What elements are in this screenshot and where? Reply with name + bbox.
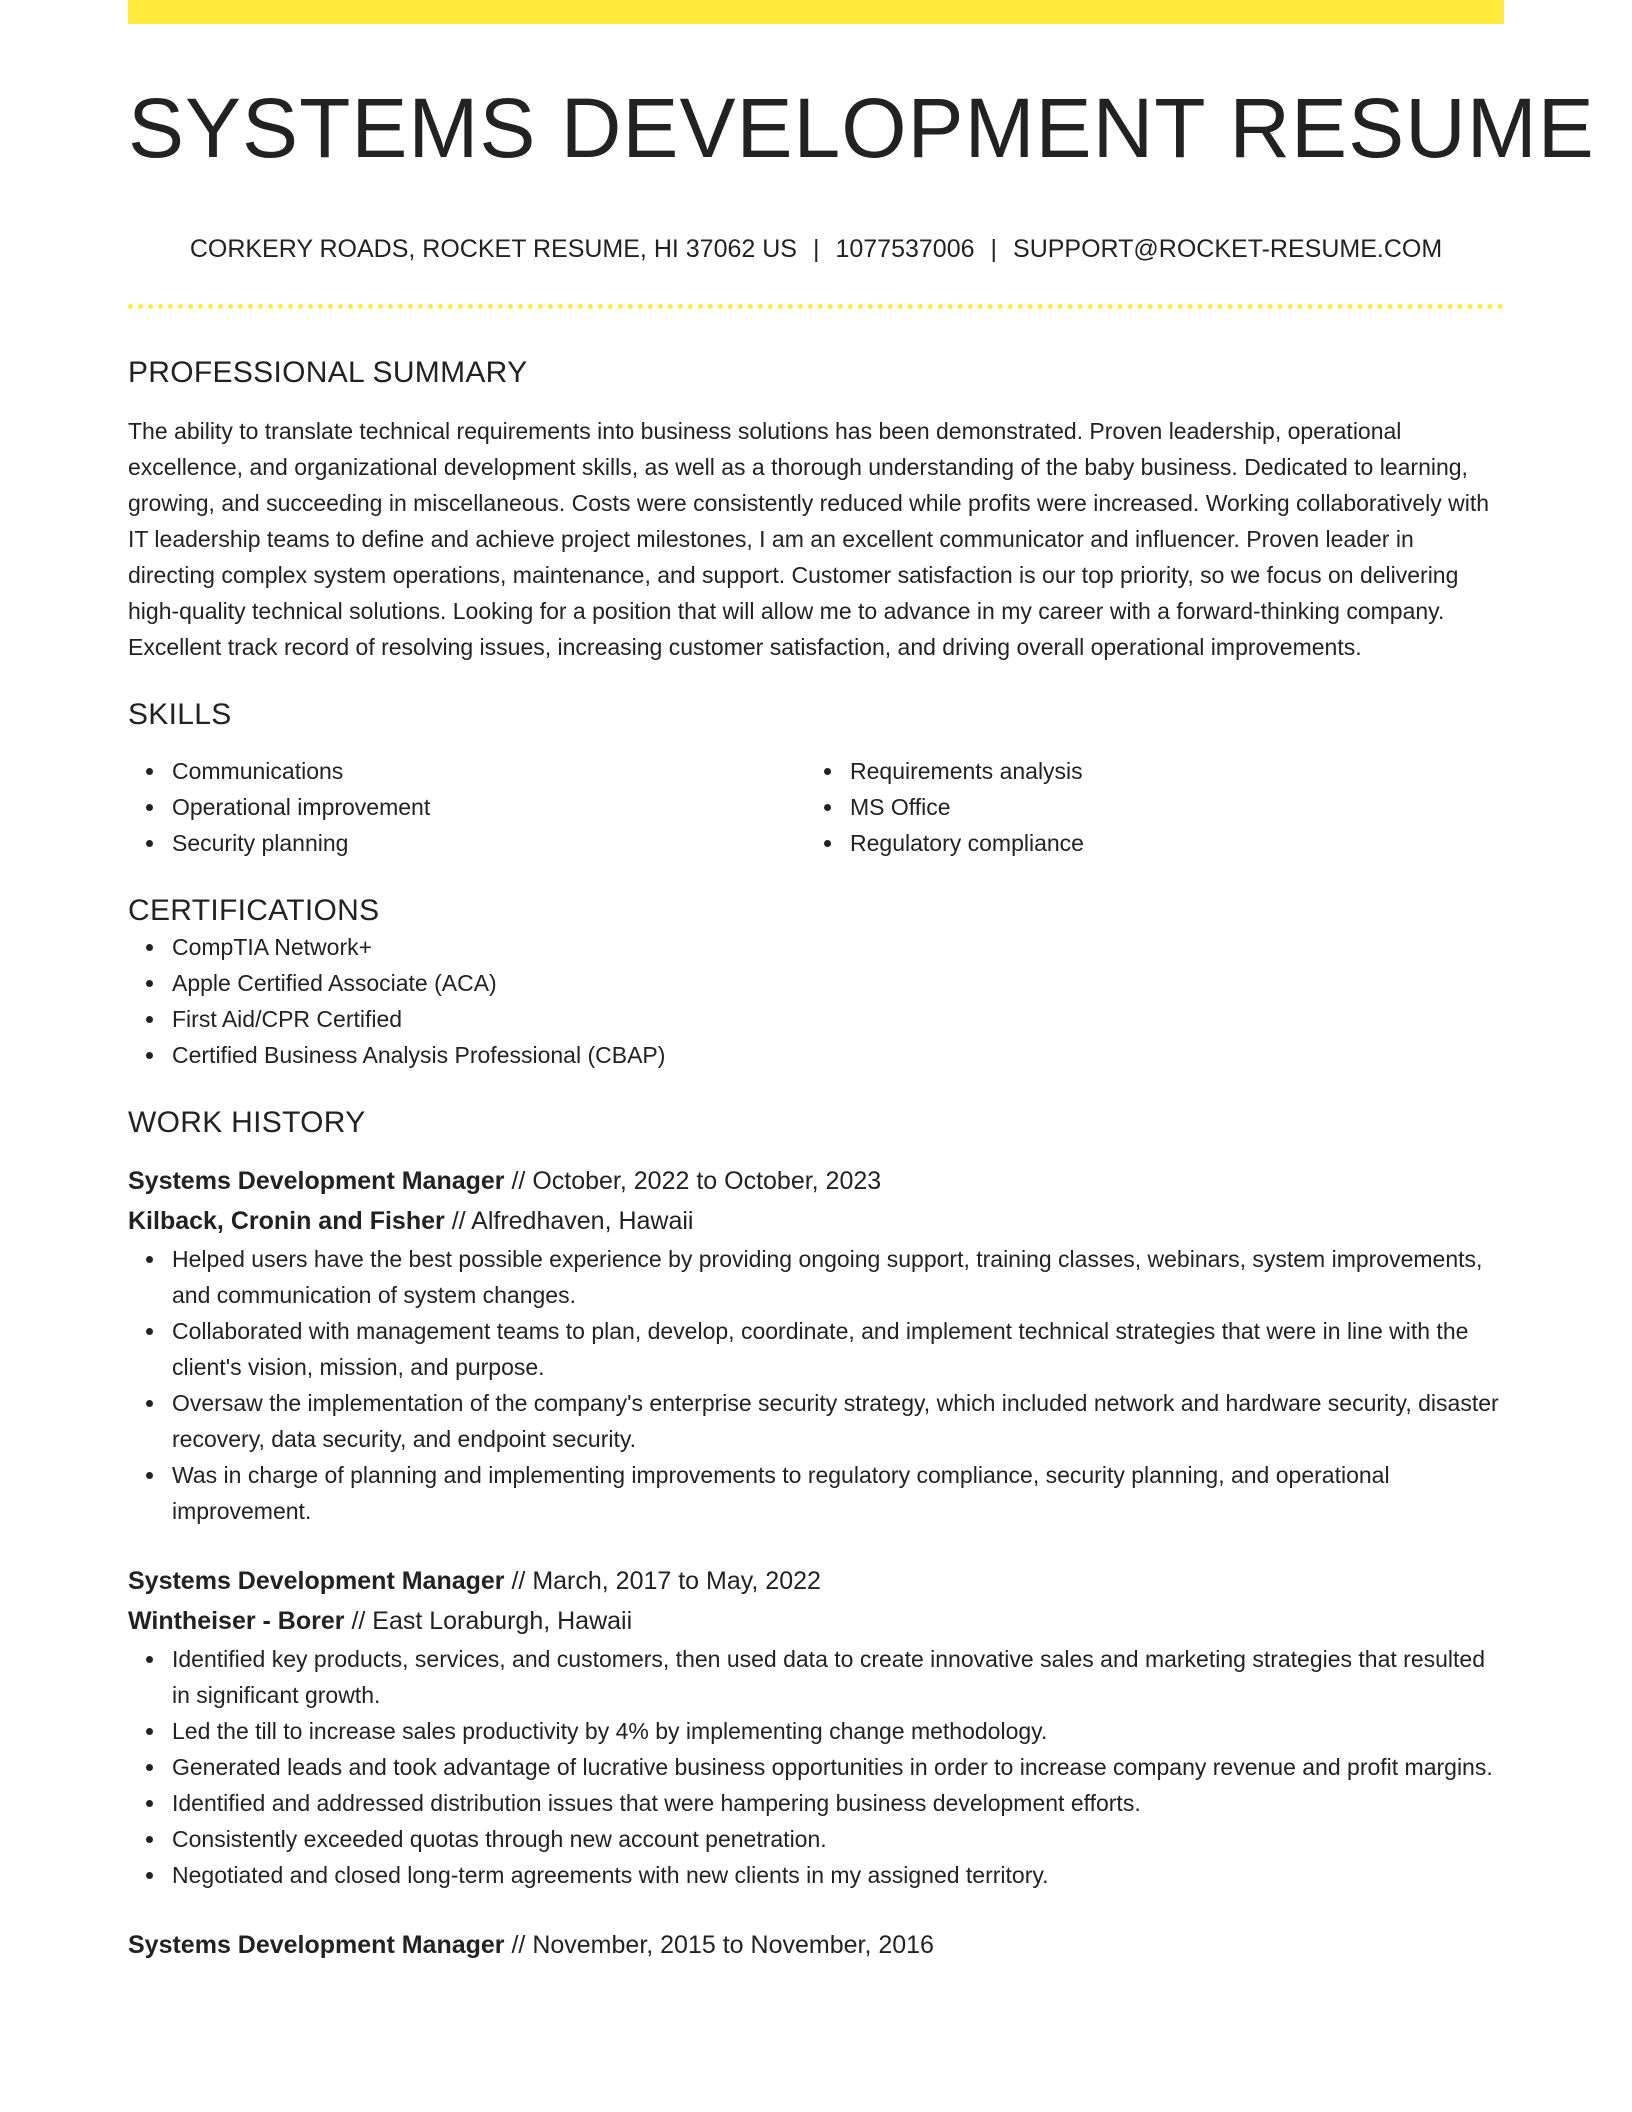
job-title: Systems Development Manager bbox=[128, 1167, 505, 1196]
certification-item: CompTIA Network+ bbox=[172, 929, 1504, 965]
skill-item: Operational improvement bbox=[172, 789, 806, 825]
job-bullet: Helped users have the best possible experience by providing ongoing support, training classes, webinars, system improvements, and communication of system changes. bbox=[172, 1241, 1504, 1313]
skills-heading: SKILLS bbox=[128, 698, 232, 732]
resume-page bbox=[128, 0, 1595, 1965]
job-company: Wintheiser - Borer bbox=[128, 1607, 345, 1636]
skills-column-left bbox=[128, 753, 806, 861]
job-title: Systems Development Manager bbox=[128, 1931, 505, 1960]
work-history-heading: WORK HISTORY bbox=[128, 1106, 366, 1140]
job-dates: // October, 2022 to October, 2023 bbox=[511, 1167, 882, 1196]
certification-item: Certified Business Analysis Professional (CBAP) bbox=[172, 1037, 1504, 1073]
job-company-line bbox=[128, 1601, 1504, 1641]
contact-separator: | bbox=[812, 235, 820, 264]
job-title: Systems Development Manager bbox=[128, 1567, 505, 1596]
skills-list-left bbox=[128, 753, 806, 861]
job-title-line bbox=[128, 1925, 1504, 1965]
summary-text: The ability to translate technical requirements into business solutions has been demonstrated. Proven leadership, operational excellence, and organizational development skills, as well as a thorough understanding of the baby business. Dedicated to learning, growing, and succeeding in miscellaneous. Costs were consistently reduced while profits were increased. Working collaboratively with IT leadership teams to define and achieve project milestones, I am an excellent communicator and influencer. Proven leader in directing complex system operations, maintenance, and support. Customer satisfaction is our top priority, so we focus on delivering high-quality technical solutions. Looking for a position that will allow me to advance in my career with a forward-thinking company. Excellent track record of resolving issues, increasing customer satisfaction, and driving overall operational improvements. bbox=[128, 418, 1490, 661]
certifications-heading: CERTIFICATIONS bbox=[128, 894, 380, 928]
contact-phone[interactable]: 1077537006 bbox=[835, 235, 975, 264]
job-bullets bbox=[128, 1241, 1504, 1529]
job-bullet: Oversaw the implementation of the company's enterprise security strategy, which included network and hardware security, disaster recovery, data security, and endpoint security. bbox=[172, 1385, 1504, 1457]
certification-item: Apple Certified Associate (ACA) bbox=[172, 965, 1504, 1001]
job-title-line bbox=[128, 1161, 1504, 1201]
job-dates: // November, 2015 to November, 2016 bbox=[511, 1931, 934, 1960]
summary-heading: PROFESSIONAL SUMMARY bbox=[128, 356, 528, 390]
job-bullet: Collaborated with management teams to plan, develop, coordinate, and implement technical strategies that were in line with the client's vision, mission, and purpose. bbox=[172, 1313, 1504, 1385]
accent-top-bar bbox=[128, 0, 1504, 24]
job-bullet: Negotiated and closed long-term agreements with new clients in my assigned territory. bbox=[172, 1857, 1504, 1893]
job-bullet: Identified and addressed distribution issues that were hampering business development efforts. bbox=[172, 1785, 1504, 1821]
skills-list-right bbox=[806, 753, 1484, 861]
job-bullets bbox=[128, 1641, 1504, 1893]
skill-item: Requirements analysis bbox=[850, 753, 1484, 789]
job-title-line bbox=[128, 1561, 1504, 1601]
skills-grid bbox=[128, 753, 1504, 861]
contact-line bbox=[128, 234, 1504, 264]
job-dates: // March, 2017 to May, 2022 bbox=[511, 1567, 821, 1596]
skill-item: Security planning bbox=[172, 825, 806, 861]
contact-email[interactable]: SUPPORT@ROCKET-RESUME.COM bbox=[1013, 235, 1443, 264]
job-location: // Alfredhaven, Hawaii bbox=[451, 1207, 694, 1236]
job-bullet: Led the till to increase sales productivity by 4% by implementing change methodology. bbox=[172, 1713, 1504, 1749]
skills-column-right bbox=[806, 753, 1484, 861]
job-location: // East Loraburgh, Hawaii bbox=[351, 1607, 633, 1636]
job-entry bbox=[128, 1161, 1504, 1529]
job-bullet: Consistently exceeded quotas through new account penetration. bbox=[172, 1821, 1504, 1857]
certifications-list bbox=[128, 929, 1504, 1073]
job-entry bbox=[128, 1925, 1504, 1965]
contact-separator: | bbox=[990, 235, 998, 264]
certification-item: First Aid/CPR Certified bbox=[172, 1001, 1504, 1037]
job-entry bbox=[128, 1561, 1504, 1893]
job-bullet: Was in charge of planning and implementing improvements to regulatory compliance, security planning, and operational improvement. bbox=[172, 1457, 1504, 1529]
skill-item: Communications bbox=[172, 753, 806, 789]
skill-item: MS Office bbox=[850, 789, 1484, 825]
job-bullet: Identified key products, services, and customers, then used data to create innovative sales and marketing strategies that resulted in significant growth. bbox=[172, 1641, 1504, 1713]
job-company: Kilback, Cronin and Fisher bbox=[128, 1207, 445, 1236]
skill-item: Regulatory compliance bbox=[850, 825, 1484, 861]
resume-title: SYSTEMS DEVELOPMENT RESUME bbox=[128, 81, 1595, 175]
dotted-divider bbox=[128, 304, 1504, 309]
job-company-line bbox=[128, 1201, 1504, 1241]
job-bullet: Generated leads and took advantage of lucrative business opportunities in order to increase company revenue and profit margins. bbox=[172, 1749, 1504, 1785]
contact-address: CORKERY ROADS, ROCKET RESUME, HI 37062 US bbox=[189, 235, 797, 264]
